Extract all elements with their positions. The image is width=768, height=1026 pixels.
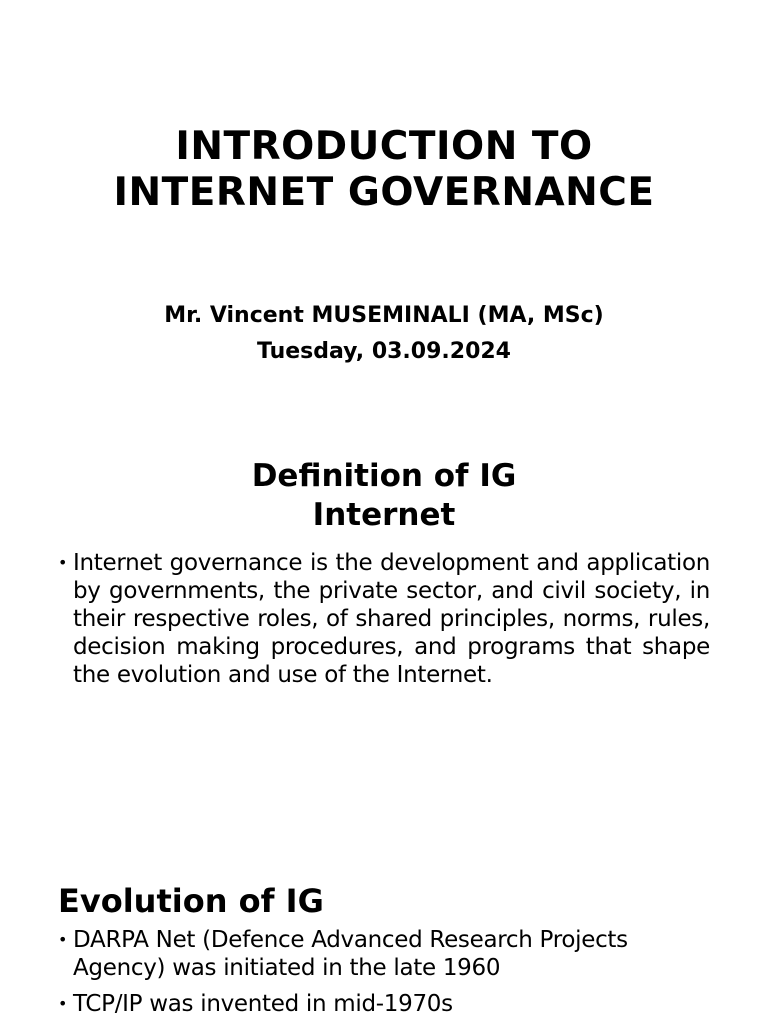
list-item — [58, 926, 710, 982]
definition-heading-line-2: Internet — [312, 497, 456, 533]
evolution-heading: Evolution of IG — [58, 882, 324, 920]
bullet-icon: • — [58, 994, 68, 1013]
presentation-date: Tuesday, 03.09.2024 — [256, 339, 511, 364]
evolution-bullet-list — [58, 926, 710, 1026]
bullet-text: DARPA Net (Defence Advanced Research Projects Agency) was initiated in the late 1960 — [73, 927, 628, 981]
bullet-text: TCP/IP was invented in mid-1970s — [73, 991, 453, 1017]
slide-subtitle — [0, 298, 768, 370]
definition-heading-line-1: Definition of IG — [251, 458, 517, 494]
slide-title — [0, 124, 768, 216]
bullet-icon: • — [58, 930, 68, 949]
definition-bullet-list — [58, 549, 710, 689]
title-line-2: INTERNET GOVERNANCE — [113, 170, 655, 215]
bullet-text: Internet governance is the development and application by governments, the private sector, and civil society, in their respective roles, of shared principles, norms, rules, decision making procedures, and programs that shape the evolution and use of the Internet. — [73, 550, 710, 688]
list-item — [58, 990, 710, 1018]
definition-heading — [0, 457, 768, 535]
list-item — [58, 549, 710, 689]
presenter-name: Mr. Vincent MUSEMINALI (MA, MSc) — [164, 303, 604, 328]
bullet-icon: • — [58, 553, 68, 572]
title-line-1: INTRODUCTION TO — [175, 124, 593, 169]
